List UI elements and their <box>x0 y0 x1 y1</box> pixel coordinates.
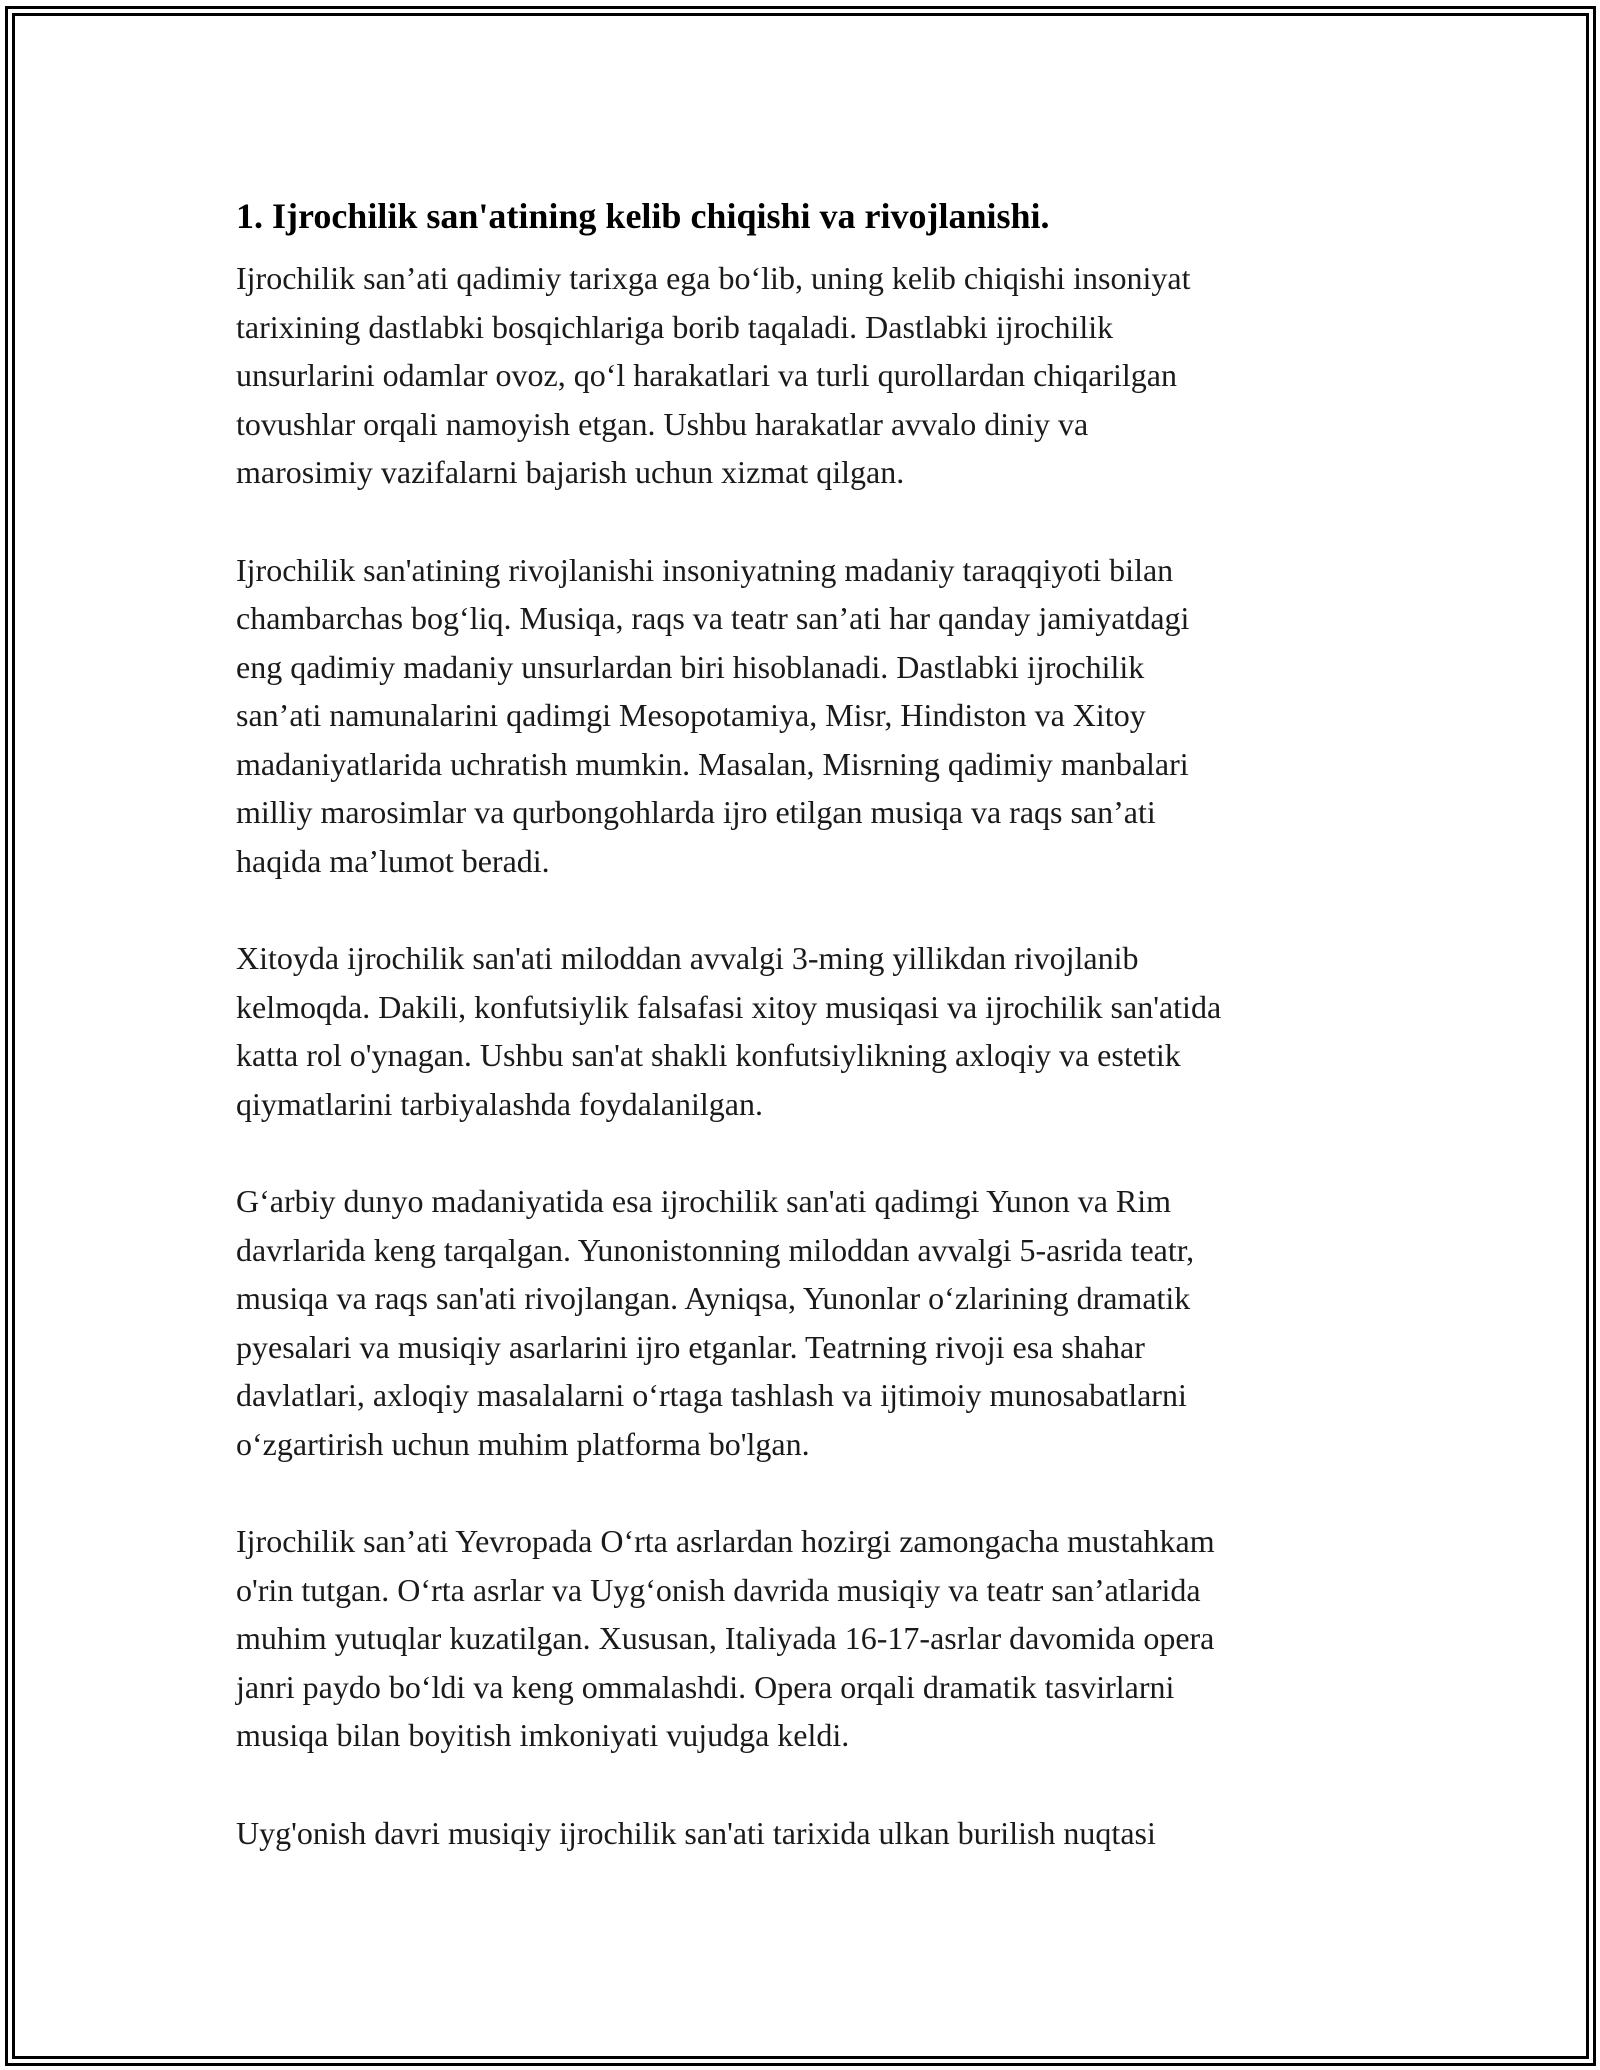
paragraph-line: musiqa bilan boyitish imkoniyati vujudga keldi. <box>236 1717 850 1753</box>
paragraph-line: madaniyatlarida uchratish mumkin. Masalan, Misrning qadimiy manbalari <box>236 745 1189 782</box>
paragraph <box>236 546 1376 886</box>
paragraph-line: Ijrochilik san’ati Yevropada O‘rta asrlardan hozirgi zamongacha mustahkam <box>236 1523 1215 1559</box>
paragraph-line: o‘zgartirish uchun muhim platforma bo'lgan. <box>236 1425 810 1462</box>
paragraph-line: kelmoqda. Dakili, konfutsiylik falsafasi xitoy musiqasi va ijrochilik san'atida <box>236 988 1222 1025</box>
paragraph-line: G‘arbiy dunyo madaniyatida esa ijrochilik san'ati qadimgi Yunon va Rim <box>236 1183 1172 1219</box>
paragraph-line: Ijrochilik san’ati qadimiy tarixga ega bo‘lib, uning kelib chiqishi insoniyat <box>236 260 1191 296</box>
paragraph-line: chambarchas bog‘liq. Musiqa, raqs va teatr san’ati har qanday jamiyatdagi <box>236 600 1190 636</box>
paragraph-line: tarixining dastlabki bosqichlariga borib taqaladi. Dastlabki ijrochilik <box>236 308 1114 345</box>
paragraph <box>236 254 1376 497</box>
paragraph-line: Uyg'onish davri musiqiy ijrochilik san'ati tarixida ulkan burilish nuqtasi <box>236 1814 1156 1851</box>
paragraph-line: haqida ma’lumot beradi. <box>236 842 550 879</box>
paragraph-line: janri paydo bo‘ldi va keng ommalashdi. Opera orqali dramatik tasvirlarni <box>236 1668 1175 1705</box>
document-body <box>236 188 1376 1906</box>
paragraph-line: musiqa va raqs san'ati rivojlangan. Ayniqsa, Yunonlar o‘zlarining dramatik <box>236 1280 1191 1316</box>
paragraph-line: pyesalari va musiqiy asarlarini ijro etganlar. Teatrning rivoji esa shahar <box>236 1328 1145 1365</box>
paragraph-line: Ijrochilik san'atining rivojlanishi insoniyatning madaniy taraqqiyoti bilan <box>236 551 1174 588</box>
paragraph <box>236 1809 1376 1858</box>
paragraph-line: eng qadimiy madaniy unsurlardan biri hisoblanadi. Dastlabki ijrochilik <box>236 648 1145 685</box>
paragraph-line: o'rin tutgan. O‘rta asrlar va Uyg‘onish davrida musiqiy va teatr san’atlarida <box>236 1571 1201 1608</box>
paragraph-line: san’ati namunalarini qadimgi Mesopotamiya, Misr, Hindiston va Xitoy <box>236 697 1146 733</box>
paragraph-line: muhim yutuqlar kuzatilgan. Xususan, Italiyada 16-17-asrlar davomida opera <box>236 1620 1215 1656</box>
paragraph-line: marosimiy vazifalarni bajarish uchun xizmat qilgan. <box>236 454 905 490</box>
paragraph-line: katta rol o'ynagan. Ushbu san'at shakli konfutsiylikning axloqiy va estetik <box>236 1037 1181 1073</box>
paragraph <box>236 934 1376 1128</box>
paragraph-line: milliy marosimlar va qurbongohlarda ijro etilgan musiqa va raqs san’ati <box>236 794 1156 830</box>
paragraph-container <box>236 254 1376 1857</box>
section-heading: 1. Ijrochilik san'atining kelib chiqishi va rivojlanishi. <box>236 196 1050 236</box>
paragraph-line: qiymatlarini tarbiyalashda foydalanilgan. <box>236 1085 763 1122</box>
paragraph-line: Xitoyda ijrochilik san'ati miloddan avvalgi 3-ming yillikdan rivojlanib <box>236 940 1139 976</box>
paragraph-line: unsurlarini odamlar ovoz, qo‘l harakatlari va turli qurollardan chiqarilgan <box>236 357 1177 393</box>
paragraph <box>236 1517 1376 1760</box>
paragraph <box>236 1177 1376 1468</box>
paragraph-line: davrlarida keng tarqalgan. Yunonistonning miloddan avvalgi 5-asrida teatr, <box>236 1231 1195 1268</box>
paragraph-line: tovushlar orqali namoyish etgan. Ushbu harakatlar avvalo diniy va <box>236 405 1089 442</box>
paragraph-line: davlatlari, axloqiy masalalarni o‘rtaga tashlash va ijtimoiy munosabatlarni <box>236 1377 1187 1413</box>
